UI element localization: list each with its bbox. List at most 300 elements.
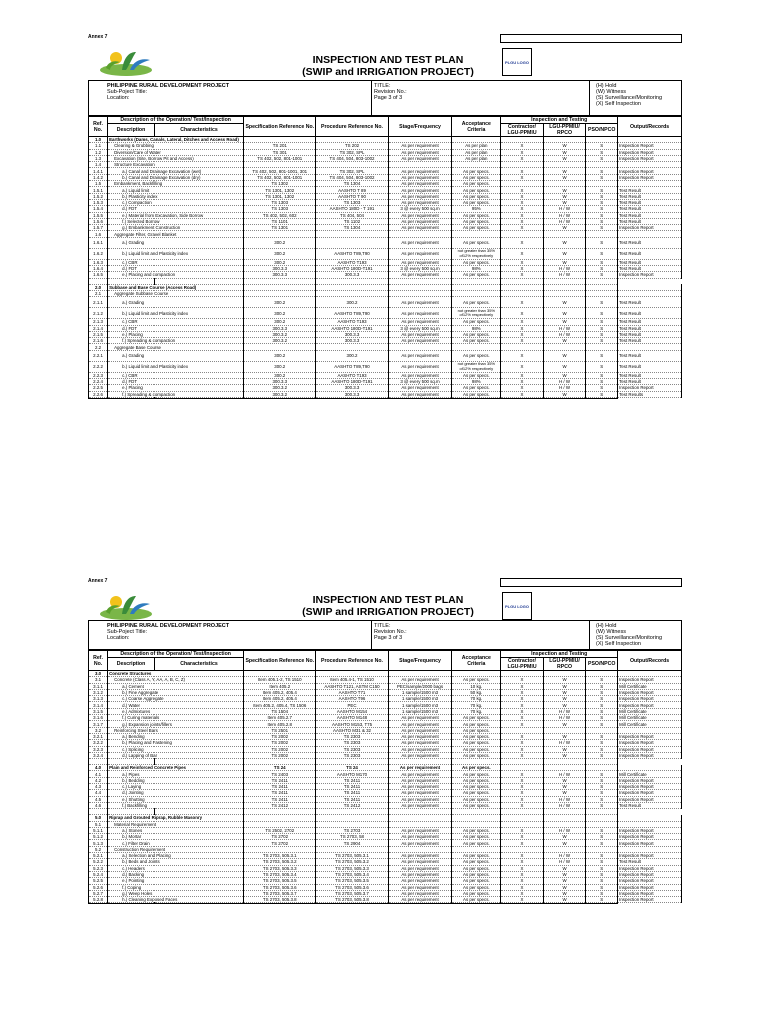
ref-cell: 4.5 bbox=[89, 796, 108, 802]
description-cell: a.) Grading bbox=[108, 350, 244, 361]
spec-cell: TS 2703, 505.3.6 bbox=[244, 884, 316, 890]
lgu-rpco-cell: W bbox=[543, 865, 586, 871]
acceptance-cell: As per specs. bbox=[452, 740, 501, 746]
acceptance-cell: As per specs. bbox=[452, 372, 501, 378]
lgu-rpco-cell: W bbox=[543, 777, 586, 783]
procedure-cell: TS 2303 bbox=[316, 752, 388, 758]
ref-cell: 3.1.7 bbox=[89, 721, 108, 727]
procedure-cell: AASHTO M170 bbox=[316, 771, 388, 777]
output-cell: Inspection Report bbox=[618, 784, 682, 790]
lgu-rpco-cell: W bbox=[543, 174, 586, 180]
table-bottom-border bbox=[586, 903, 618, 904]
ref-cell: 1.4 bbox=[89, 162, 108, 168]
contractor-cell: X bbox=[501, 677, 544, 683]
ref-cell: 5.2.5 bbox=[89, 878, 108, 884]
annex-label: Annex 7 bbox=[88, 578, 108, 584]
frequency-cell: As per requirement bbox=[388, 331, 452, 337]
acceptance-cell: As per specs. bbox=[452, 827, 501, 833]
ref-cell: 1.4.1 bbox=[89, 168, 108, 174]
ref-cell: 2.2.1 bbox=[89, 350, 108, 361]
ref-cell: 1.5 bbox=[89, 181, 108, 187]
output-cell: Inspection Report bbox=[618, 796, 682, 802]
procedure-cell: TS 2412 bbox=[316, 802, 388, 808]
ref-cell: 1.4.2 bbox=[89, 174, 108, 180]
procedure-cell: AASHTO M154 bbox=[316, 708, 388, 714]
output-cell: Inspection Report bbox=[618, 272, 682, 278]
pso-npco-cell: S bbox=[586, 733, 618, 739]
ref-cell: 3.1.5 bbox=[89, 708, 108, 714]
pso-npco-cell: S bbox=[586, 796, 618, 802]
description-cell: b.) Plasticity index bbox=[108, 193, 244, 199]
legend-surveillance: (S) Surveillance/Monitoring bbox=[596, 635, 663, 641]
procedure-cell: TS 404, 504 bbox=[316, 212, 388, 218]
description-cell: Aggregate Filter, Gravel Blanket bbox=[108, 231, 244, 237]
contractor-cell: X bbox=[501, 372, 544, 378]
procedure-cell: TS 2411 bbox=[316, 790, 388, 796]
legend-witness: (W) Witness bbox=[596, 89, 626, 95]
contractor-cell: X bbox=[501, 790, 544, 796]
pso-npco-cell: S bbox=[586, 338, 618, 344]
description-cell: g.) Expansion joints/fillers bbox=[108, 721, 244, 727]
spec-cell: 300.2 bbox=[244, 248, 316, 259]
output-cell: Inspection Report bbox=[618, 143, 682, 149]
procedure-cell: TS 404, 504, 803-1002 bbox=[316, 174, 388, 180]
pso-npco-cell: S bbox=[586, 827, 618, 833]
col-description: Description bbox=[108, 124, 155, 137]
ref-cell: 3.1.4 bbox=[89, 702, 108, 708]
contractor-cell: X bbox=[501, 149, 544, 155]
ref-cell: 5.1.2 bbox=[89, 834, 108, 840]
contractor-cell: X bbox=[501, 319, 544, 325]
output-cell: Test Result bbox=[618, 218, 682, 224]
project-header bbox=[88, 80, 682, 116]
spec-cell: TS 2002 bbox=[244, 746, 316, 752]
spec-cell: TS 2412 bbox=[244, 802, 316, 808]
description-cell: f.) Backfilling bbox=[108, 802, 244, 808]
spec-cell: TS 2703, 505.3.8 bbox=[244, 897, 316, 903]
pso-npco-cell: S bbox=[586, 168, 618, 174]
procedure-cell: Item 405.4-1, TS 1510 bbox=[316, 677, 388, 683]
acceptance-cell: As per plan bbox=[452, 143, 501, 149]
description-cell: b.) Placing and Fastening bbox=[108, 740, 244, 746]
ref-cell: 2.2 bbox=[89, 344, 108, 350]
acceptance-cell: As per specs. bbox=[452, 677, 501, 683]
acceptance-cell: As per specs. bbox=[452, 721, 501, 727]
pso-npco-cell: S bbox=[586, 187, 618, 193]
frequency-cell: As per requirement bbox=[388, 727, 452, 733]
pso-npco-cell: S bbox=[586, 319, 618, 325]
ref-cell: 4.0 bbox=[89, 765, 108, 771]
acceptance-cell: 50 kg. bbox=[452, 689, 501, 695]
acceptance-cell: 70 kg. bbox=[452, 702, 501, 708]
procedure-cell: 300.2 bbox=[316, 297, 388, 308]
contractor-cell: X bbox=[501, 187, 544, 193]
description-cell: c.) CBR bbox=[108, 259, 244, 265]
lgu-rpco-cell: W bbox=[543, 297, 586, 308]
pso-npco-cell: S bbox=[586, 259, 618, 265]
lgu-rpco-cell: W bbox=[543, 350, 586, 361]
acceptance-cell: 98% bbox=[452, 266, 501, 272]
description-cell: f.) Curing materials bbox=[108, 715, 244, 721]
lgu-rpco-cell: W bbox=[543, 677, 586, 683]
pso-npco-cell: S bbox=[586, 708, 618, 714]
spec-cell: 300.3.3 bbox=[244, 325, 316, 331]
output-cell: Mill Certificate bbox=[618, 683, 682, 689]
contractor-cell: X bbox=[501, 174, 544, 180]
ref-cell: 2.1 bbox=[89, 290, 108, 296]
acceptance-cell: As per specs. bbox=[452, 225, 501, 231]
spec-cell: 300.2 bbox=[244, 350, 316, 361]
output-cell: Inspection Report bbox=[618, 871, 682, 877]
description-cell: f.) Coping bbox=[108, 884, 244, 890]
output-cell: Inspection Report bbox=[618, 155, 682, 161]
ref-cell: 1.5.3 bbox=[89, 199, 108, 205]
output-cell: Test Result bbox=[618, 266, 682, 272]
pso-npco-cell: S bbox=[586, 350, 618, 361]
document-subtitle: (SWIP and IRRIGATION PROJECT) bbox=[302, 66, 474, 78]
spec-cell: 300.3.2 bbox=[244, 338, 316, 344]
description-cell: b.) Liquid limit and Plasticity index bbox=[108, 361, 244, 372]
spec-cell: TS 2411 bbox=[244, 777, 316, 783]
description-cell: d.) FDT bbox=[108, 266, 244, 272]
ref-cell: 5.2.2 bbox=[89, 859, 108, 865]
procedure-cell: AASHTO M153, T75 bbox=[316, 721, 388, 727]
spec-cell: 300.3.2 bbox=[244, 385, 316, 391]
acceptance-cell: 98% bbox=[452, 379, 501, 385]
pso-npco-cell: S bbox=[586, 143, 618, 149]
description-cell: Construction Requirement bbox=[108, 846, 244, 852]
output-cell: Inspection Report bbox=[618, 689, 682, 695]
ref-cell: 2.1.2 bbox=[89, 308, 108, 319]
spec-cell: Item 405.2, 405.4, TS 1506 bbox=[244, 702, 316, 708]
acceptance-cell: As per plan bbox=[452, 149, 501, 155]
frequency-cell: As per requirement bbox=[388, 827, 452, 833]
title-label: TITLE: bbox=[374, 83, 391, 89]
ref-cell: 2.0 bbox=[89, 284, 108, 290]
frequency-cell: As per requirement bbox=[388, 297, 452, 308]
contractor-cell: X bbox=[501, 746, 544, 752]
contractor-cell: X bbox=[501, 834, 544, 840]
contractor-cell: X bbox=[501, 361, 544, 372]
output-cell: Mill Certificate bbox=[618, 721, 682, 727]
description-cell: Reinforcing Steel Bars bbox=[108, 727, 244, 733]
lgu-rpco-cell: H / W bbox=[543, 802, 586, 808]
lgu-rpco-cell: W bbox=[543, 391, 586, 397]
ref-cell: 2.2.2 bbox=[89, 361, 108, 372]
spec-cell: 300.3.2 bbox=[244, 331, 316, 337]
procedure-cell: TS 2703, 505.3.8 bbox=[316, 897, 388, 903]
lgu-rpco-cell: H / W bbox=[543, 272, 586, 278]
col-spec-ref: Specification Reference No. bbox=[244, 117, 316, 137]
col-description-group: Description of the Operation/ Test/Inspection bbox=[108, 117, 244, 124]
col-pso-npco: PSO/NPCO bbox=[586, 658, 618, 671]
spec-cell: TS 301 bbox=[244, 149, 316, 155]
ref-cell: 4.4 bbox=[89, 790, 108, 796]
frequency-cell: As per requirement bbox=[388, 237, 452, 248]
output-cell: Test Result bbox=[618, 802, 682, 808]
col-characteristics: Characteristics bbox=[154, 658, 243, 671]
description-cell: d.) FDT bbox=[108, 206, 244, 212]
pso-npco-cell: S bbox=[586, 897, 618, 903]
output-cell: Test Result bbox=[618, 199, 682, 205]
output-cell: Test Result bbox=[618, 319, 682, 325]
document-subtitle: (SWIP and IRRIGATION PROJECT) bbox=[302, 606, 474, 618]
ref-cell: 5.1.3 bbox=[89, 840, 108, 846]
output-cell: Test Result bbox=[618, 859, 682, 865]
ref-cell: 2.1.4 bbox=[89, 325, 108, 331]
output-cell: Inspection Report bbox=[618, 790, 682, 796]
acceptance-cell: As per specs. bbox=[452, 884, 501, 890]
pso-npco-cell: S bbox=[586, 740, 618, 746]
output-cell: Test Results bbox=[618, 391, 682, 397]
acceptance-cell: As per specs. bbox=[452, 727, 501, 733]
col-contractor: Contractor/ LGU-PPMIU bbox=[501, 124, 544, 137]
lgu-rpco-cell: W bbox=[543, 308, 586, 319]
description-cell: e.) Material from Excavation, Side Borrow bbox=[108, 212, 244, 218]
acceptance-cell: As per specs. bbox=[452, 193, 501, 199]
ref-cell: 2.1.5 bbox=[89, 331, 108, 337]
frequency-cell: As per requirement bbox=[388, 155, 452, 161]
procedure-cell: TS 1102 bbox=[316, 218, 388, 224]
acceptance-cell: As per specs. bbox=[452, 790, 501, 796]
contractor-cell: X bbox=[501, 272, 544, 278]
ref-cell: 3.1.3 bbox=[89, 696, 108, 702]
frequency-cell: As per requirement bbox=[388, 878, 452, 884]
lgu-rpco-cell: W bbox=[543, 840, 586, 846]
frequency-cell: As per requirement bbox=[388, 890, 452, 896]
output-cell: Inspection Report bbox=[618, 696, 682, 702]
description-cell: c.) Splicing bbox=[108, 746, 244, 752]
frequency-cell: As per requirement bbox=[388, 884, 452, 890]
lgu-rpco-cell: H / W bbox=[543, 218, 586, 224]
output-cell: Test Result bbox=[618, 350, 682, 361]
pso-npco-cell: S bbox=[586, 790, 618, 796]
acceptance-cell: not greater than 35% of12% respectively bbox=[452, 248, 501, 259]
procedure-cell: 300.3.3 bbox=[316, 385, 388, 391]
ref-cell: 1.5.7 bbox=[89, 225, 108, 231]
ref-cell: 5.1.1 bbox=[89, 827, 108, 833]
legend-surveillance: (S) Surveillance/Monitoring bbox=[596, 95, 663, 101]
pso-npco-cell: S bbox=[586, 331, 618, 337]
document-title: INSPECTION AND TEST PLAN bbox=[312, 54, 464, 66]
description-cell: h.) Cleaning Exposed Faces bbox=[108, 897, 244, 903]
pso-npco-cell: S bbox=[586, 199, 618, 205]
output-cell: Test Result bbox=[618, 193, 682, 199]
pso-npco-cell: S bbox=[586, 206, 618, 212]
acceptance-cell: As per specs. bbox=[452, 777, 501, 783]
itp-table-1 bbox=[88, 116, 682, 399]
acceptance-cell: As per specs. bbox=[452, 733, 501, 739]
lgu-rpco-cell: W bbox=[543, 149, 586, 155]
lgu-rpco-cell: W bbox=[543, 338, 586, 344]
output-cell: Test Result bbox=[618, 297, 682, 308]
frequency-cell: As per requirement bbox=[388, 771, 452, 777]
procedure-cell: TS 2303 bbox=[316, 740, 388, 746]
procedure-cell: TS 2703, 505.3.4 bbox=[316, 871, 388, 877]
frequency-cell: As per requirement bbox=[388, 853, 452, 859]
pso-npco-cell: S bbox=[586, 385, 618, 391]
spec-cell: TS 1301 bbox=[244, 225, 316, 231]
contractor-cell: X bbox=[501, 715, 544, 721]
spec-cell: TS 1301, 1302 bbox=[244, 193, 316, 199]
pso-npco-cell: S bbox=[586, 884, 618, 890]
spec-cell: 300.2 bbox=[244, 319, 316, 325]
procedure-cell: AASHTO T89,T90 bbox=[316, 308, 388, 319]
description-cell: g.) Weep Holes bbox=[108, 890, 244, 896]
frequency-cell: As per requirement bbox=[388, 218, 452, 224]
procedure-cell: AASHTO T193 bbox=[316, 319, 388, 325]
acceptance-cell: As per specs. bbox=[452, 859, 501, 865]
pso-npco-cell: S bbox=[586, 802, 618, 808]
pso-npco-cell: S bbox=[586, 840, 618, 846]
lgu-rpco-cell: H / W bbox=[543, 331, 586, 337]
frequency-cell: 1 sample/1500 m3 bbox=[388, 696, 452, 702]
pso-npco-cell: S bbox=[586, 149, 618, 155]
col-description: Description bbox=[108, 658, 155, 671]
spec-cell: TS 2703, 505.3.5 bbox=[244, 878, 316, 884]
ref-cell: 1.3 bbox=[89, 155, 108, 161]
description-cell: d.) FDT bbox=[108, 379, 244, 385]
contractor-cell: X bbox=[501, 865, 544, 871]
acceptance-cell: As per specs. bbox=[452, 752, 501, 758]
legend-self-inspection: (X) Self Inspection bbox=[596, 101, 641, 107]
procedure-cell: AASHTO T71 bbox=[316, 689, 388, 695]
contractor-cell: X bbox=[501, 350, 544, 361]
lgu-rpco-cell: W bbox=[543, 259, 586, 265]
procedure-cell: AASHTO T96 bbox=[316, 696, 388, 702]
col-output-records: Output/Records bbox=[618, 117, 682, 137]
procedure-cell: TS 2703, 505.3.5 bbox=[316, 878, 388, 884]
frequency-cell: As per requirement bbox=[388, 865, 452, 871]
description-cell: Structure Excavation bbox=[108, 162, 244, 168]
description-cell: c.) Headers bbox=[108, 865, 244, 871]
frequency-cell: As per requirement bbox=[388, 790, 452, 796]
lgu-rpco-cell: H / W bbox=[543, 796, 586, 802]
procedure-cell: AASHTO M31 & 32 bbox=[316, 727, 388, 733]
lgu-rpco-cell: H / W bbox=[543, 827, 586, 833]
ref-cell: 1.0 bbox=[89, 137, 108, 143]
spec-cell: 300.3.3 bbox=[244, 266, 316, 272]
lgu-rpco-cell: W bbox=[543, 319, 586, 325]
lgu-rpco-cell: W bbox=[543, 752, 586, 758]
procedure-cell: TS 1304 bbox=[316, 225, 388, 231]
spec-cell: TS 1504 bbox=[244, 708, 316, 714]
procedure-cell: AASHTO M148 bbox=[316, 715, 388, 721]
description-cell: a.) Grading bbox=[108, 297, 244, 308]
acceptance-cell: As per specs. bbox=[452, 297, 501, 308]
spec-cell: TS 201 bbox=[244, 143, 316, 149]
contractor-cell: X bbox=[501, 897, 544, 903]
frequency-cell: 1 sample/1500 m3 bbox=[388, 702, 452, 708]
contractor-cell: X bbox=[501, 193, 544, 199]
spec-cell: TS 2403 bbox=[244, 771, 316, 777]
frequency-cell: As per requirement bbox=[388, 143, 452, 149]
lgu-rpco-cell: H / W bbox=[543, 859, 586, 865]
acceptance-cell: As per specs. bbox=[452, 834, 501, 840]
lgu-rpco-cell: H / W bbox=[543, 206, 586, 212]
lgu-rpco-cell: W bbox=[543, 884, 586, 890]
lgu-rpco-cell: W bbox=[543, 199, 586, 205]
frequency-cell: As per requirement bbox=[388, 859, 452, 865]
lgu-rpco-cell: H / W bbox=[543, 379, 586, 385]
itp-page-2 bbox=[88, 578, 682, 1018]
description-cell: a.) Canal and Drainage Excavation (wet) bbox=[108, 168, 244, 174]
contractor-cell: X bbox=[501, 884, 544, 890]
spec-cell: 300.2 bbox=[244, 361, 316, 372]
prdp-logo-icon bbox=[96, 48, 156, 80]
contractor-cell: X bbox=[501, 143, 544, 149]
description-cell: a.) Liquid limit bbox=[108, 187, 244, 193]
procedure-cell: TS 2703, 505.3.7 bbox=[316, 890, 388, 896]
contractor-cell: X bbox=[501, 168, 544, 174]
output-cell: Inspection Report bbox=[618, 853, 682, 859]
lgu-rpco-cell: H / W bbox=[543, 266, 586, 272]
ref-cell: 3.1.2 bbox=[89, 689, 108, 695]
spec-cell: TS 402, 502, 801-1001, 301 bbox=[244, 168, 316, 174]
output-cell: Inspection Report bbox=[618, 168, 682, 174]
procedure-cell: TS 302, SPL bbox=[316, 149, 388, 155]
revision-label: Revision No.: bbox=[374, 629, 407, 635]
output-cell: Mill Certificate bbox=[618, 771, 682, 777]
acceptance-cell: As per specs. bbox=[452, 871, 501, 877]
ref-cell: 2.1.3 bbox=[89, 319, 108, 325]
lgu-rpco-cell: W bbox=[543, 834, 586, 840]
lgu-rpco-cell: W bbox=[543, 361, 586, 372]
frequency-cell: As per requirement bbox=[388, 840, 452, 846]
output-cell: Inspection Report bbox=[618, 225, 682, 231]
lgu-rpco-cell: W bbox=[543, 689, 586, 695]
spec-cell: TS 2702 bbox=[244, 834, 316, 840]
output-cell: Inspection Report bbox=[618, 174, 682, 180]
col-output-records: Output/Records bbox=[618, 651, 682, 671]
output-cell: Inspection Report bbox=[618, 884, 682, 890]
pso-npco-cell: S bbox=[586, 834, 618, 840]
procedure-cell: TS 302, SPL bbox=[316, 168, 388, 174]
pso-npco-cell: S bbox=[586, 677, 618, 683]
lgu-rpco-cell: W bbox=[543, 155, 586, 161]
frequency-cell: As per requirement bbox=[388, 193, 452, 199]
output-cell: Test Result bbox=[618, 338, 682, 344]
description-cell: d.) Jointing bbox=[108, 790, 244, 796]
output-cell: Test Result bbox=[618, 212, 682, 218]
output-cell: Test Result bbox=[618, 331, 682, 337]
lgu-rpco-cell: W bbox=[543, 790, 586, 796]
ref-cell: 5.1 bbox=[89, 821, 108, 827]
spec-cell: TS 402, 502, 801-1001 bbox=[244, 174, 316, 180]
lgu-rpco-cell: H / W bbox=[543, 385, 586, 391]
pso-npco-cell: S bbox=[586, 859, 618, 865]
contractor-cell: X bbox=[501, 225, 544, 231]
spec-cell: TS 1303 bbox=[244, 206, 316, 212]
description-cell: Subbase and Base Course (Access Road) bbox=[108, 284, 244, 290]
legend-hold: (H) Hold bbox=[596, 623, 617, 629]
table-bottom-border bbox=[501, 397, 544, 398]
col-contractor: Contractor/ LGU-PPMIU bbox=[501, 658, 544, 671]
reference-box bbox=[500, 578, 682, 587]
lgu-rpco-cell: W bbox=[543, 696, 586, 702]
table-bottom-border bbox=[586, 397, 618, 398]
spec-cell: TS 2703, 505.3.3 bbox=[244, 865, 316, 871]
spec-cell: 300.2 bbox=[244, 237, 316, 248]
pso-npco-cell: S bbox=[586, 771, 618, 777]
table-bottom-border bbox=[244, 397, 316, 398]
spec-cell: TS 402, 502, 602 bbox=[244, 212, 316, 218]
frequency-cell: As per requirement bbox=[388, 272, 452, 278]
table-bottom-border bbox=[108, 903, 155, 904]
procedure-cell: TS 1303 bbox=[316, 199, 388, 205]
ref-cell: 3.2.4 bbox=[89, 752, 108, 758]
pso-npco-cell: S bbox=[586, 225, 618, 231]
